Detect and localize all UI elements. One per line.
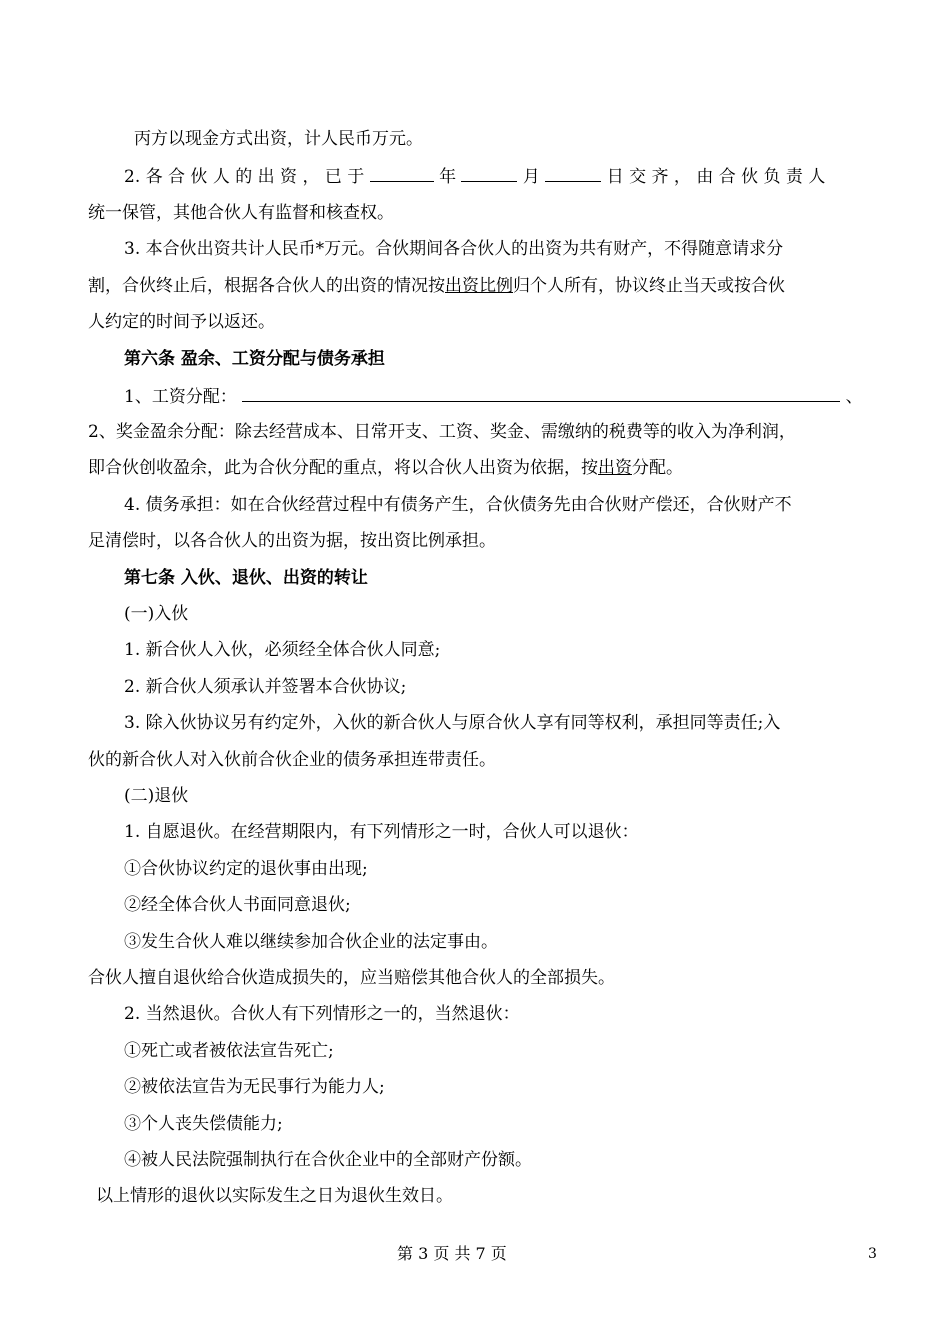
paragraph-line: 合伙人擅自退伙给合伙造成损失的，应当赔偿其他合伙人的全部损失。	[88, 968, 615, 988]
month-blank	[461, 163, 517, 182]
list-item: ①合伙协议约定的退伙事由出现;	[124, 859, 368, 879]
paragraph-line: 统一保管，其他合伙人有监督和核查权。	[88, 203, 394, 223]
list-item: 2. 新合伙人须承认并签署本合伙协议;	[124, 677, 407, 697]
paragraph-line: 3. 本合伙出资共计人民币*万元。合伙期间各合伙人的出资为共有财产，不得随意请求分	[124, 239, 784, 259]
paragraph-line: 足清偿时，以各合伙人的出资为据，按出资比例承担。	[88, 531, 496, 551]
paragraph-line: 4. 债务承担：如在合伙经营过程中有债务产生，合伙债务先由合伙财产偿还，合伙财产不	[124, 495, 792, 515]
page-footer-label: 第 3 页 共 7 页	[397, 1244, 507, 1263]
list-item: ②被依法宣告为无民事行为能力人;	[124, 1077, 385, 1097]
paragraph-line: 2、奖金盈余分配：除去经营成本、日常开支、工资、奖金、需缴纳的税费等的收入为净利润，	[88, 422, 796, 442]
year-blank	[370, 163, 434, 182]
page-number: 3	[868, 1246, 877, 1262]
section-heading: 第六条 盈余、工资分配与债务承担	[124, 349, 385, 369]
paragraph-line: 1、工资分配： 、	[124, 383, 863, 409]
list-item: ④被人民法院强制执行在合伙企业中的全部财产份额。	[124, 1150, 532, 1170]
paragraph-line: 即合伙创收盈余，此为合伙分配的重点，将以合伙人出资为依据，按出资分配。	[88, 458, 683, 478]
paragraph-line: 2. 各 合 伙 人 的 出 资 ， 已 于 年 月 日 交 齐 ， 由 合 伙 负 责 人	[124, 163, 825, 189]
wage-distribution-blank	[242, 383, 840, 402]
subsection-heading: (二)退伙	[124, 786, 189, 806]
list-item: ③个人丧失偿债能力;	[124, 1114, 283, 1134]
section-heading: 第七条 入伙、退伙、出资的转让	[124, 568, 368, 588]
paragraph-line: 以上情形的退伙以实际发生之日为退伙生效日。	[96, 1186, 453, 1206]
list-item: ①死亡或者被依法宣告死亡;	[124, 1041, 334, 1061]
subsection-heading: (一)入伙	[124, 604, 189, 624]
paragraph-line: 人约定的时间予以返还。	[88, 312, 275, 332]
list-item: 2. 当然退伙。合伙人有下列情形之一的，当然退伙：	[124, 1004, 520, 1024]
list-item: 1. 新合伙人入伙，必须经全体合伙人同意;	[124, 640, 441, 660]
day-blank	[545, 163, 601, 182]
list-item: ②经全体合伙人书面同意退伙;	[124, 895, 351, 915]
list-item: 1. 自愿退伙。在经营期限内，有下列情形之一时，合伙人可以退伙：	[124, 822, 639, 842]
paragraph-line: 丙方以现金方式出资，计人民币万元。	[134, 129, 423, 149]
list-item: 3. 除入伙协议另有约定外，入伙的新合伙人与原合伙人享有同等权利，承担同等责任;入	[124, 713, 781, 733]
paragraph-line: 伙的新合伙人对入伙前合伙企业的债务承担连带责任。	[88, 750, 496, 770]
list-item: ③发生合伙人难以继续参加合伙企业的法定事由。	[124, 932, 498, 952]
paragraph-line: 割，合伙终止后，根据各合伙人的出资的情况按出资比例归个人所有，协议终止当天或按合伙	[88, 276, 785, 296]
